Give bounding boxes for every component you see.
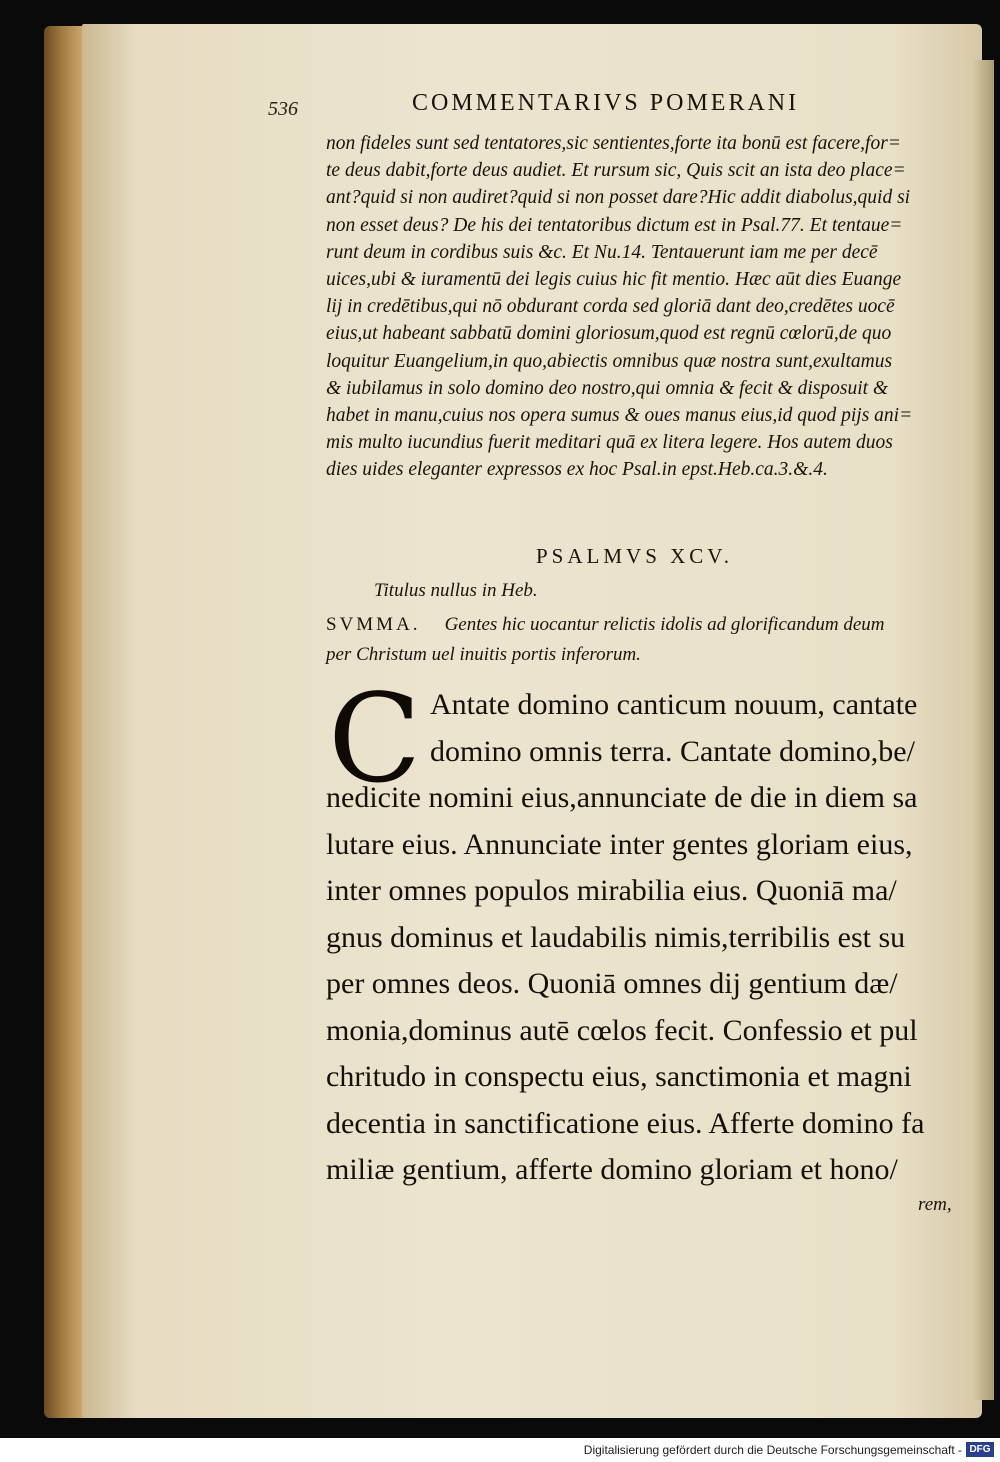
psalm-body bbox=[326, 682, 972, 1194]
body-line: decentia in sanctificatione eius. Afferte domino fa bbox=[326, 1106, 925, 1140]
commentary-line: habet in manu,cuius nos opera sumus & oues manus eius,id quod pijs ani= bbox=[326, 404, 913, 426]
commentary-line: uices,ubi & iuramentū dei legis cuius hic fit mentio. Hæc aūt dies Euange bbox=[326, 268, 902, 290]
body-line: chritudo in conspectu eius, sanctimonia et magni bbox=[326, 1060, 912, 1093]
commentary-line: non esset deus? De his dei tentatoribus dictum est in Psal.77. Et tentaue= bbox=[326, 214, 903, 236]
dfg-credit: Digitalisierung gefördert durch die Deutsche Forschungsgemeinschaft - bbox=[583, 1443, 962, 1457]
commentary-line: dies uides eleganter expressos ex hoc Psal.in epst.Heb.ca.3.&.4. bbox=[326, 459, 828, 481]
body-line: domino omnis terra. Cantate domino,be/ bbox=[430, 734, 915, 768]
commentary-block bbox=[326, 130, 966, 483]
psalm-titulus: Titulus nullus in Heb. bbox=[374, 580, 538, 601]
body-line: nedicite nomini eius,annunciate de die in diem sa bbox=[326, 781, 918, 814]
commentary-line: eius,ut habeant sabbatū domini gloriosum,quod est regnū cœlorū,de quo bbox=[326, 323, 892, 345]
body-line: per omnes deos. Quoniā omnes dij gentium dæ/ bbox=[326, 967, 898, 1000]
body-line: Antate domino canticum nouum, cantate bbox=[430, 688, 918, 721]
commentary-line: non fideles sunt sed tentatores,sic sentientes,forte ita bonū est facere,for= bbox=[326, 133, 901, 154]
drop-cap-initial: C bbox=[328, 668, 422, 810]
running-head: COMMENTARIVS POMERANI bbox=[412, 90, 800, 116]
footer-bar bbox=[0, 1438, 1000, 1462]
commentary-line: runt deum in cordibus suis &c. Et Nu.14. Tentauerunt iam me per decē bbox=[326, 241, 878, 263]
summa-label: SVMMA. bbox=[326, 614, 421, 635]
commentary-line: lij in credētibus,qui nō obdurant corda sed gloriā dant deo,credētes uocē bbox=[326, 296, 895, 318]
psalm-summa bbox=[326, 610, 966, 670]
commentary-line: ant?quid si non audiret?quid si non posset dare?Hic addit diabolus,quid si bbox=[326, 187, 911, 209]
commentary-line: te deus dabit,forte deus audiet. Et rursum sic, Quis scit an ista deo place= bbox=[326, 160, 906, 182]
summa-text-1: Gentes hic uocantur relictis idolis ad glorificandum deum bbox=[444, 614, 885, 635]
page-right-edge bbox=[972, 60, 994, 1400]
summa-line-1 bbox=[326, 610, 966, 640]
body-line: monia,dominus autē cœlos fecit. Confessio et pul bbox=[326, 1013, 918, 1047]
commentary-line: & iubilamus in solo domino deo nostro,qui omnia & fecit & disposuit & bbox=[326, 377, 889, 399]
body-line: inter omnes populos mirabilia eius. Quoniā ma/ bbox=[326, 874, 897, 907]
commentary-line: mis multo iucundius fuerit meditari quā ex litera legere. Hos autem duos bbox=[326, 432, 893, 454]
body-line: gnus dominus et laudabilis nimis,terribilis est su bbox=[326, 920, 906, 954]
page-number: 536 bbox=[268, 98, 298, 120]
psalm-title: PSALMVS XCV. bbox=[536, 544, 733, 568]
summa-text-2: per Christum uel inuitis portis inferorum. bbox=[326, 644, 641, 665]
dfg-logo-icon: DFG bbox=[966, 1442, 994, 1457]
body-line: lutare eius. Annunciate inter gentes gloriam eius, bbox=[326, 827, 913, 861]
commentary-line: loquitur Euangelium,in quo,abiectis omnibus quæ nostra sunt,exultamus bbox=[326, 350, 893, 372]
body-line: miliæ gentium, afferte domino gloriam et hono/ bbox=[326, 1153, 898, 1186]
catchword: rem, bbox=[918, 1194, 952, 1215]
